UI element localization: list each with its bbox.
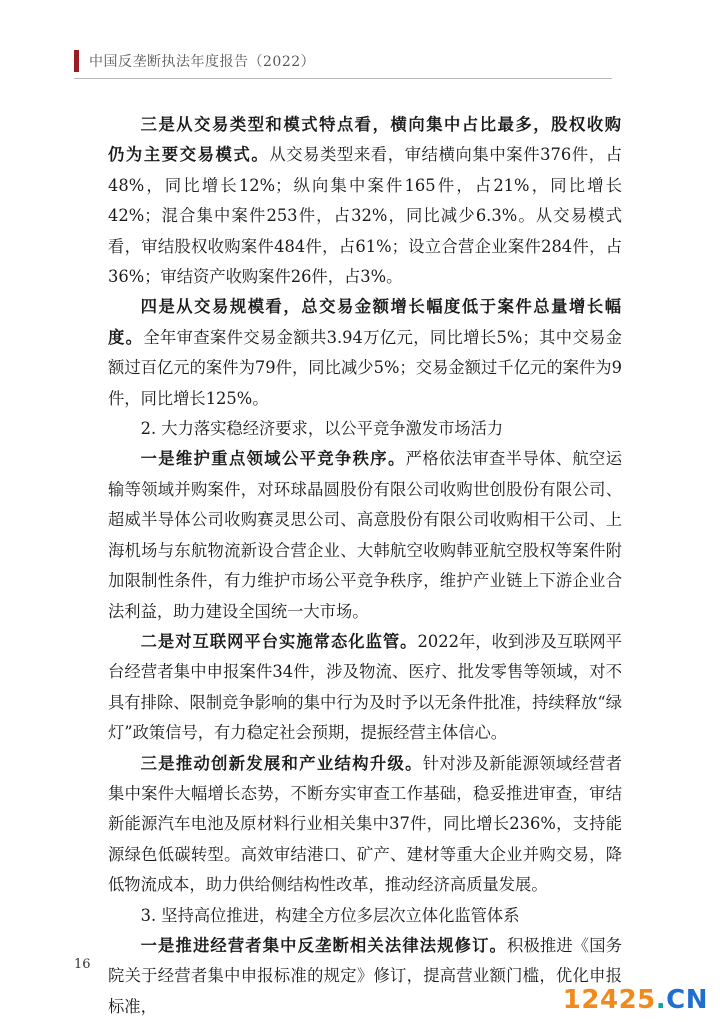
paragraph-text: 从交易类型来看，审结横向集中案件376件，占48%，同比增长12%；纵向集中案件165件，占21%，同比增长42%；混合集中案件253件，占32%，同比减少6.3%。从交易模式看，审结股权收购案件484件，占61%；设立合营企业案件284件，占36%；审结资产收购案件26件，占3%。 (108, 145, 622, 287)
paragraph-text: 严格依法审查半导体、航空运输等领域并购案件，对环球晶圆股份有限公司收购世创股份有限公司、超威半导体公司收购赛灵思公司、高意股份有限公司收购相干公司、上海机场与东航物流新设合营企业、大韩航空收购韩亚航空股权等案件附加限制性条件，有力维护市场公平竞争秩序，维护产业链上下游企业合法利益，助力建设全国统一大市场。 (108, 449, 622, 621)
paragraph-lead: 三是推动创新发展和产业结构升级。 (140, 753, 423, 773)
paragraph-lead: 一是推进经营者集中反垄断相关法律法规修订。 (140, 935, 508, 955)
body-text (108, 110, 622, 1022)
paragraph (108, 627, 622, 749)
watermark-dot: . (655, 985, 667, 1015)
watermark-number: 12425 (562, 985, 656, 1015)
header-divider (74, 78, 612, 79)
section-heading: 2. 大力落实稳经济要求，以公平竞争激发市场活力 (140, 419, 504, 439)
paragraph (108, 749, 622, 901)
page-number: 16 (74, 957, 91, 972)
paragraph (108, 292, 622, 414)
paragraph-lead: 四是从交易规模看，总交易金额增长幅度低于案件总量增长幅度。 (108, 297, 622, 347)
paragraph-text: 全年审查案件交易金额共3.94万亿元，同比增长5%；其中交易金额过百亿元的案件为79件，同比减少5%；交易金额过千亿元的案件为9件，同比增长125%。 (108, 327, 622, 408)
paragraph (108, 931, 622, 1022)
paragraph (108, 110, 622, 292)
paragraph (108, 444, 622, 626)
paragraph-lead: 一是维护重点领域公平竞争秩序。 (140, 449, 406, 469)
paragraph-text: 积极推进《国务院关于经营者集中申报标准的规定》修订，提高营业额门槛，优化申报标准， (108, 935, 622, 1016)
header-accent-bar (74, 50, 79, 72)
running-header (74, 50, 315, 72)
watermark-tld: CN (666, 985, 708, 1015)
header-title: 中国反垄断执法年度报告（2022） (89, 54, 316, 70)
paragraph-text: 针对涉及新能源领域经营者集中案件大幅增长态势，不断夯实审查工作基础，稳妥推进审查，审结新能源汽车电池及原材料行业相关集中37件，同比增长236%，支持能源绿色低碳转型。高效审结港口、矿产、建材等重大企业并购交易，降低物流成本，助力供给侧结构性改革，推动经济高质量发展。 (108, 753, 622, 895)
paragraph-lead: 二是对互联网平台实施常态化监管。 (140, 631, 418, 651)
paragraph-text: 2022年，收到涉及互联网平台经营者集中申报案件34件，涉及物流、医疗、批发零售等领域，对不具有排除、限制竞争影响的集中行为及时予以无条件批准，持续释放“绿灯”政策信号，有力稳定社会预期，提振经营主体信心。 (108, 631, 622, 743)
paragraph-lead: 三是从交易类型和模式特点看，横向集中占比最多，股权收购仍为主要交易模式。 (108, 115, 622, 165)
site-watermark (563, 985, 708, 1015)
section-heading: 3. 坚持高位推进，构建全方位多层次立体化监管体系 (140, 905, 520, 925)
